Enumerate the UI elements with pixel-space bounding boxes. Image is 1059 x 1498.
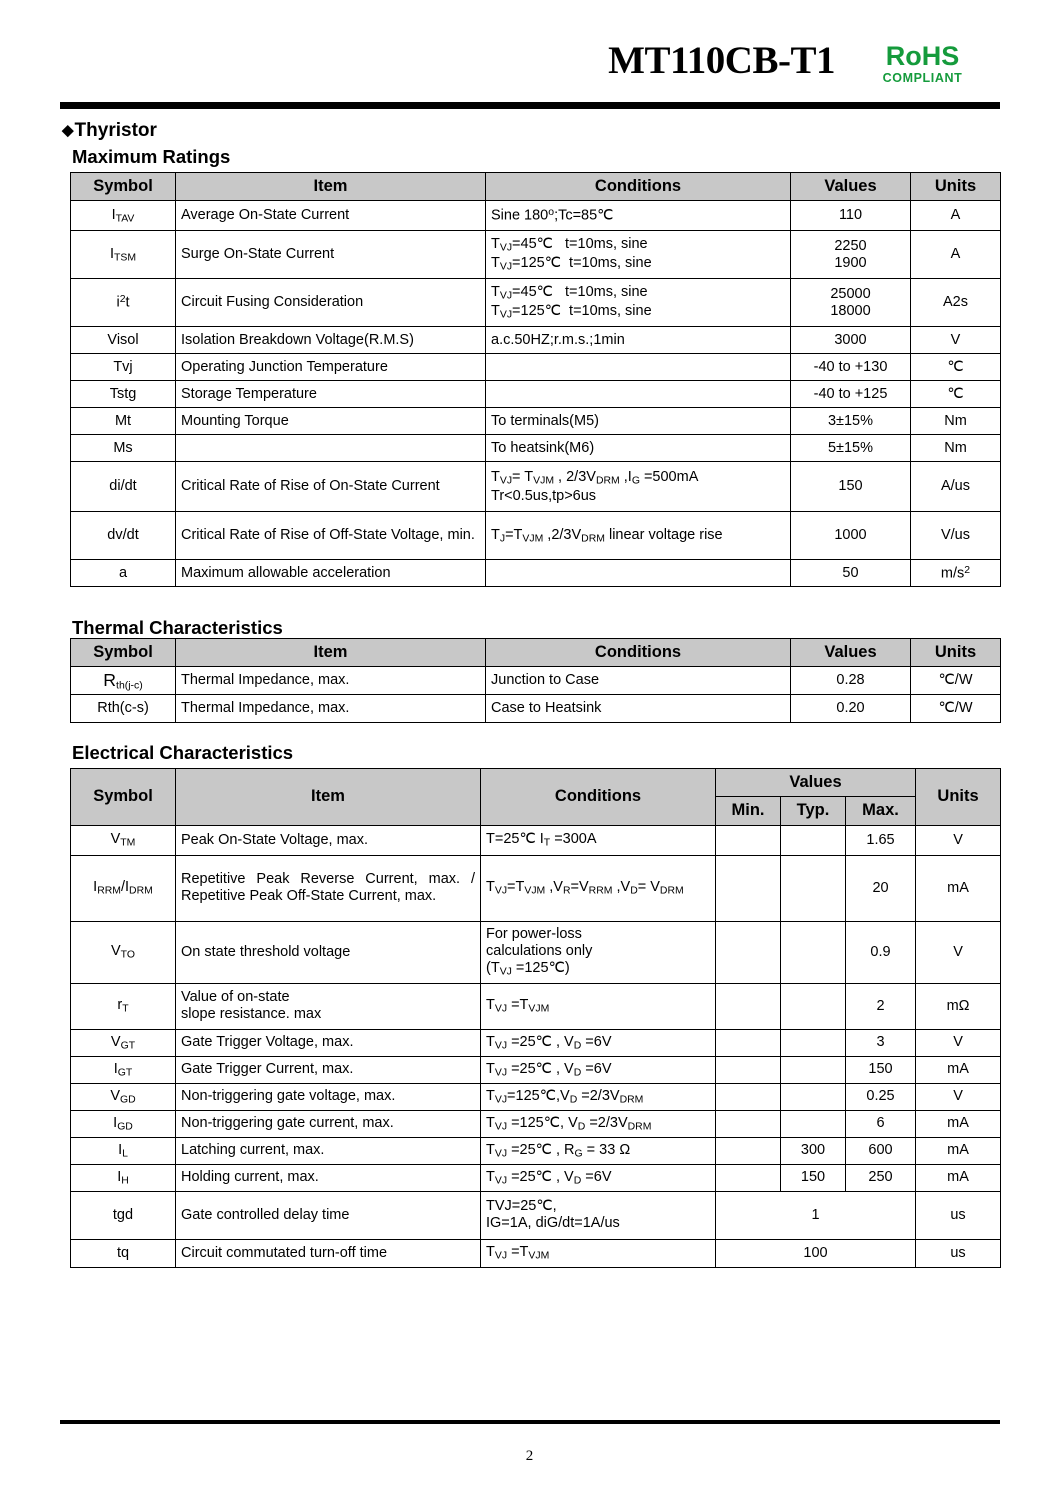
- cell-item: Latching current, max.: [176, 1137, 481, 1164]
- column-header-item: Item: [176, 173, 486, 201]
- cell-value-typ: [781, 855, 846, 921]
- cell-units: ℃: [911, 354, 1001, 381]
- cell-units: A/us: [911, 462, 1001, 512]
- cell-conditions: [486, 560, 791, 587]
- cell-item: Repetitive Peak Reverse Current, max. / Repetitive Peak Off-State Current, max.: [176, 855, 481, 921]
- thermal-characteristics-heading: Thermal Characteristics: [72, 617, 283, 638]
- column-header-item: Item: [176, 769, 481, 826]
- cell-values: 1000: [791, 512, 911, 560]
- column-header-symbol: Symbol: [71, 769, 176, 826]
- cell-symbol: Rth(c-s): [71, 695, 176, 723]
- cell-symbol: a: [71, 560, 176, 587]
- cell-units: mA: [916, 1110, 1001, 1137]
- cell-value-typ: [781, 1083, 846, 1110]
- cell-item: Non-triggering gate voltage, max.: [176, 1083, 481, 1110]
- cell-values: 5±15%: [791, 435, 911, 462]
- table-row: [71, 1110, 1001, 1137]
- cell-conditions: T=25℃ $I_T =300A$: [481, 825, 716, 855]
- cell-symbol: Tstg: [71, 381, 176, 408]
- cell-conditions: $T_{VJ}$ =25℃ , $V_D =6V$: [481, 1164, 716, 1191]
- cell-item: Critical Rate of Rise of On-State Current: [176, 462, 486, 512]
- cell-symbol: di/dt: [71, 462, 176, 512]
- cell-item: Average On-State Current: [176, 201, 486, 231]
- cell-item: Gate Trigger Voltage, max.: [176, 1029, 481, 1056]
- cell-item: Thermal Impedance, max.: [176, 695, 486, 723]
- cell-item: Maximum allowable acceleration: [176, 560, 486, 587]
- cell-conditions: $T_{VJ}=45℃$ t=10ms, sine $T_{VJ}=125℃$ t=10ms, sine: [486, 231, 791, 279]
- cell-symbol: tq: [71, 1239, 176, 1267]
- cell-symbol: $I_{TSM}$: [71, 231, 176, 279]
- electrical-characteristics-heading: Electrical Characteristics: [72, 742, 294, 763]
- table-row: [71, 1083, 1001, 1110]
- cell-values: 3±15%: [791, 408, 911, 435]
- cell-conditions: [486, 381, 791, 408]
- cell-units: A2s: [911, 279, 1001, 327]
- column-header-units: Units: [916, 769, 1001, 826]
- table-row: [71, 327, 1001, 354]
- header-divider: [60, 102, 1000, 109]
- cell-conditions: $T_{VJ}= T_{VJM}$ , $2/3V_{DRM}$ $,I_G =500mA$ Tr<0.5us,tp>6us: [486, 462, 791, 512]
- cell-value-max: 1.65: [846, 825, 916, 855]
- table-row: [71, 435, 1001, 462]
- table-row: [71, 231, 1001, 279]
- cell-value-typ: [781, 1029, 846, 1056]
- cell-conditions: $T_{VJ} =T_{VJM}$: [481, 1239, 716, 1267]
- cell-units: V: [911, 327, 1001, 354]
- cell-conditions: $T_{VJ}=T_{VJM}$ $,V_R=V_{RRM}$ $,V_D= V_{DRM}$: [481, 855, 716, 921]
- cell-item: On state threshold voltage: [176, 921, 481, 983]
- cell-symbol: $R_{th(j-c)}$: [71, 667, 176, 695]
- column-header-conditions: Conditions: [486, 639, 791, 667]
- cell-units: Nm: [911, 435, 1001, 462]
- page-header: [60, 38, 1000, 100]
- table-header-row: [71, 173, 1001, 201]
- thermal-characteristics-body: [71, 667, 1001, 723]
- part-number-title: MT110CB-T1: [608, 39, 835, 82]
- cell-value-max: 3: [846, 1029, 916, 1056]
- column-header-max: Max.: [846, 797, 916, 825]
- cell-value-min: [716, 1083, 781, 1110]
- cell-value-typ: [781, 825, 846, 855]
- table-row: [71, 1164, 1001, 1191]
- column-header-units: Units: [911, 639, 1001, 667]
- cell-symbol: Tvj: [71, 354, 176, 381]
- cell-value-merged: 1: [716, 1191, 916, 1239]
- cell-units: Nm: [911, 408, 1001, 435]
- cell-conditions: Junction to Case: [486, 667, 791, 695]
- cell-values: 3000: [791, 327, 911, 354]
- cell-value-min: [716, 921, 781, 983]
- cell-conditions: TVJ=25℃, IG=1A, diG/dt=1A/us: [481, 1191, 716, 1239]
- cell-conditions: $T_J=T_{VJM}$ $,2/3V_{DRM}$ linear voltage rise: [486, 512, 791, 560]
- cell-symbol: $I_{TAV}$: [71, 201, 176, 231]
- cell-symbol: $V_{GD}$: [71, 1083, 176, 1110]
- table-row: [71, 1029, 1001, 1056]
- table-row: [71, 408, 1001, 435]
- table-row: [71, 921, 1001, 983]
- cell-values: 50: [791, 560, 911, 587]
- cell-units: ℃/W: [911, 667, 1001, 695]
- cell-value-min: [716, 855, 781, 921]
- cell-item: Peak On-State Voltage, max.: [176, 825, 481, 855]
- table-row: [71, 825, 1001, 855]
- cell-value-max: 20: [846, 855, 916, 921]
- cell-units: ℃/W: [911, 695, 1001, 723]
- cell-value-max: 0.9: [846, 921, 916, 983]
- table-row: [71, 855, 1001, 921]
- cell-value-typ: [781, 983, 846, 1029]
- cell-conditions: Sine $180^o;Tc=85℃$: [486, 201, 791, 231]
- cell-values: 0.28: [791, 667, 911, 695]
- cell-values: -40 to +125: [791, 381, 911, 408]
- table-row: [71, 354, 1001, 381]
- cell-symbol: dv/dt: [71, 512, 176, 560]
- column-header-units: Units: [911, 173, 1001, 201]
- cell-units: V: [916, 1029, 1001, 1056]
- table-row: [71, 560, 1001, 587]
- cell-value-max: 2: [846, 983, 916, 1029]
- cell-units: us: [916, 1191, 1001, 1239]
- table-row: [71, 983, 1001, 1029]
- cell-value-max: 150: [846, 1056, 916, 1083]
- page-number: 2: [525, 1448, 534, 1464]
- cell-value-typ: [781, 921, 846, 983]
- cell-units: ℃: [911, 381, 1001, 408]
- cell-units: mA: [916, 1056, 1001, 1083]
- cell-item: Holding current, max.: [176, 1164, 481, 1191]
- cell-units: $m/s^2$: [911, 560, 1001, 587]
- diamond-bullet-icon: ◆: [62, 122, 74, 139]
- cell-item: Storage Temperature: [176, 381, 486, 408]
- cell-units: mA: [916, 855, 1001, 921]
- cell-value-typ: 150: [781, 1164, 846, 1191]
- column-header-conditions: Conditions: [486, 173, 791, 201]
- cell-symbol: $I_L$: [71, 1137, 176, 1164]
- table-row: [71, 279, 1001, 327]
- cell-units: A: [911, 231, 1001, 279]
- cell-units: V: [916, 1083, 1001, 1110]
- cell-units: A: [911, 201, 1001, 231]
- cell-value-min: [716, 983, 781, 1029]
- cell-item: Gate Trigger Current, max.: [176, 1056, 481, 1083]
- electrical-characteristics-body: [71, 825, 1001, 1267]
- cell-conditions: $T_{VJ}=45℃$ t=10ms, sine $T_{VJ}=125℃$ t=10ms, sine: [486, 279, 791, 327]
- cell-symbol: Ms: [71, 435, 176, 462]
- cell-values: 25000 18000: [791, 279, 911, 327]
- cell-value-min: [716, 1164, 781, 1191]
- rohs-label: RoHS: [885, 41, 960, 71]
- cell-symbol: $V_{TO}$: [71, 921, 176, 983]
- cell-item: Isolation Breakdown Voltage(R.M.S): [176, 327, 486, 354]
- cell-values: 2250 1900: [791, 231, 911, 279]
- cell-conditions: Case to Heatsink: [486, 695, 791, 723]
- table-row: [71, 1137, 1001, 1164]
- cell-value-max: 6: [846, 1110, 916, 1137]
- cell-item: Circuit commutated turn-off time: [176, 1239, 481, 1267]
- rohs-logo: [845, 42, 1000, 85]
- cell-values: 150: [791, 462, 911, 512]
- rohs-compliant-label: COMPLIANT: [882, 71, 963, 86]
- cell-item: Circuit Fusing Consideration: [176, 279, 486, 327]
- maximum-ratings-heading: Maximum Ratings: [72, 146, 231, 167]
- maximum-ratings-body: [71, 201, 1001, 587]
- maximum-ratings-table: [70, 172, 1001, 587]
- cell-value-min: [716, 1110, 781, 1137]
- cell-symbol: $r_T$: [71, 983, 176, 1029]
- cell-conditions: For power-loss calculations only ($T_{VJ}$ =125℃): [481, 921, 716, 983]
- column-header-symbol: Symbol: [71, 173, 176, 201]
- cell-value-typ: [781, 1056, 846, 1083]
- cell-units: mA: [916, 1137, 1001, 1164]
- footer-divider: [60, 1420, 1000, 1424]
- table-row: [71, 667, 1001, 695]
- cell-item: Critical Rate of Rise of Off-State Voltage, min.: [176, 512, 486, 560]
- cell-conditions: $T_{VJ}$ =125℃, $V_D =2/3V_{DRM}$: [481, 1110, 716, 1137]
- table-header-row-top: [71, 769, 1001, 797]
- table-header-row: [71, 639, 1001, 667]
- cell-conditions: To heatsink(M6): [486, 435, 791, 462]
- cell-conditions: a.c.50HZ;r.m.s.;1min: [486, 327, 791, 354]
- cell-value-merged: 100: [716, 1239, 916, 1267]
- cell-units: V: [916, 921, 1001, 983]
- cell-conditions: $T_{VJ}$ =25℃ , $V_D =6V$: [481, 1056, 716, 1083]
- cell-symbol: $I_H$: [71, 1164, 176, 1191]
- table-row: [71, 695, 1001, 723]
- table-row: [71, 1056, 1001, 1083]
- cell-symbol: $I_{GT}$: [71, 1056, 176, 1083]
- cell-units: us: [916, 1239, 1001, 1267]
- cell-value-max: 0.25: [846, 1083, 916, 1110]
- table-row: [71, 1239, 1001, 1267]
- cell-value-min: [716, 1056, 781, 1083]
- cell-symbol: $i^2t$: [71, 279, 176, 327]
- cell-conditions: $T_{VJ}$ =25℃ , $V_D =6V$: [481, 1029, 716, 1056]
- column-header-item: Item: [176, 639, 486, 667]
- thermal-characteristics-table: [70, 638, 1001, 723]
- thyristor-heading: [62, 120, 157, 142]
- table-row: [71, 512, 1001, 560]
- cell-conditions: $T_{VJ}$ =25℃ , $R_G = 33$ Ω: [481, 1137, 716, 1164]
- column-header-typ: Typ.: [781, 797, 846, 825]
- column-header-values: Values: [716, 769, 916, 797]
- cell-units: V/us: [911, 512, 1001, 560]
- cell-item: Mounting Torque: [176, 408, 486, 435]
- cell-conditions: $T_{VJ}=125℃,V_D =2/3V_{DRM}$: [481, 1083, 716, 1110]
- column-header-values: Values: [791, 173, 911, 201]
- cell-symbol: $I_{GD}$: [71, 1110, 176, 1137]
- cell-value-min: [716, 825, 781, 855]
- cell-values: -40 to +130: [791, 354, 911, 381]
- cell-item: [176, 435, 486, 462]
- table-row: [71, 462, 1001, 512]
- table-row: [71, 1191, 1001, 1239]
- cell-conditions: [486, 354, 791, 381]
- cell-value-max: 250: [846, 1164, 916, 1191]
- cell-value-max: 600: [846, 1137, 916, 1164]
- cell-value-min: [716, 1029, 781, 1056]
- cell-symbol: $V_{TM}$: [71, 825, 176, 855]
- column-header-conditions: Conditions: [481, 769, 716, 826]
- cell-item: Thermal Impedance, max.: [176, 667, 486, 695]
- cell-symbol: tgd: [71, 1191, 176, 1239]
- cell-conditions: To terminals(M5): [486, 408, 791, 435]
- cell-symbol: $V_{GT}$: [71, 1029, 176, 1056]
- cell-item: Operating Junction Temperature: [176, 354, 486, 381]
- cell-symbol: $I_{RRM}/I_{DRM}$: [71, 855, 176, 921]
- cell-item: Surge On-State Current: [176, 231, 486, 279]
- table-row: [71, 201, 1001, 231]
- column-header-min: Min.: [716, 797, 781, 825]
- cell-symbol: Visol: [71, 327, 176, 354]
- electrical-characteristics-table: [70, 768, 1001, 1268]
- cell-values: 0.20: [791, 695, 911, 723]
- cell-value-typ: [781, 1110, 846, 1137]
- column-header-values: Values: [791, 639, 911, 667]
- cell-value-min: [716, 1137, 781, 1164]
- cell-item: Value of on-state slope resistance. max: [176, 983, 481, 1029]
- thyristor-heading-label: Thyristor: [74, 120, 157, 141]
- cell-item: Gate controlled delay time: [176, 1191, 481, 1239]
- table-row: [71, 381, 1001, 408]
- cell-values: 110: [791, 201, 911, 231]
- cell-value-typ: 300: [781, 1137, 846, 1164]
- cell-item: Non-triggering gate current, max.: [176, 1110, 481, 1137]
- cell-units: mA: [916, 1164, 1001, 1191]
- cell-conditions: $T_{VJ} =T_{VJM}$: [481, 983, 716, 1029]
- column-header-symbol: Symbol: [71, 639, 176, 667]
- cell-units: V: [916, 825, 1001, 855]
- cell-units: mΩ: [916, 983, 1001, 1029]
- cell-symbol: Mt: [71, 408, 176, 435]
